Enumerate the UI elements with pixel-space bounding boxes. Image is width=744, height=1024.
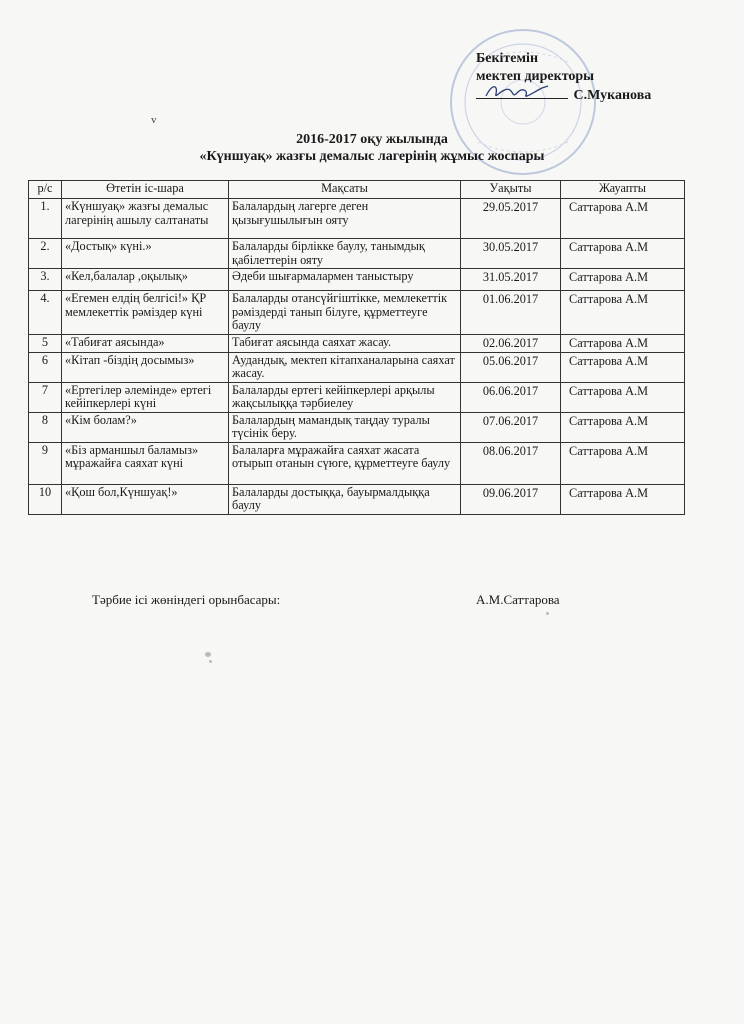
row-num: 1. bbox=[29, 199, 62, 239]
row-goal: Балаларды достыққа, бауырмалдыққа баулу bbox=[229, 484, 461, 514]
row-date: 01.06.2017 bbox=[461, 291, 561, 335]
row-date: 06.06.2017 bbox=[461, 382, 561, 412]
header-goal: Мақсаты bbox=[229, 181, 461, 199]
row-goal: Табиғат аясында саяхат жасау. bbox=[229, 335, 461, 353]
scan-speck bbox=[209, 660, 212, 663]
header-num: р/с bbox=[29, 181, 62, 199]
title-year: 2016-2017 оқу жылында bbox=[296, 132, 448, 147]
row-date: 30.05.2017 bbox=[461, 239, 561, 269]
row-num: 9 bbox=[29, 442, 62, 484]
row-num: 6 bbox=[29, 352, 62, 382]
row-responsible: Саттарова А.М bbox=[561, 199, 685, 239]
row-event: «Күншуақ» жазғы демалыс лагерінің ашылу салтанаты bbox=[62, 199, 229, 239]
row-date: 08.06.2017 bbox=[461, 442, 561, 484]
row-responsible: Саттарова А.М bbox=[561, 484, 685, 514]
table-row bbox=[29, 484, 685, 514]
approval-position: мектеп директоры bbox=[476, 69, 595, 84]
row-responsible: Саттарова А.М bbox=[561, 335, 685, 353]
director-signature-icon bbox=[482, 80, 552, 102]
header-responsible: Жауапты bbox=[561, 181, 685, 199]
signatory-name: А.М.Саттарова bbox=[476, 592, 560, 607]
table-row bbox=[29, 352, 685, 382]
row-event: «Біз арманшыл баламыз» мұражайға саяхат күні bbox=[62, 442, 229, 484]
table-row bbox=[29, 269, 685, 291]
row-event: «Достық» күні.» bbox=[62, 239, 229, 269]
approval-title: Бекітемін bbox=[476, 51, 539, 66]
row-num: 10 bbox=[29, 484, 62, 514]
row-event: «Қош бол,Күншуақ!» bbox=[62, 484, 229, 514]
row-goal: Балаларға мұражайға саяхат жасата отырып отанын сүюге, құрметтеуге баулу bbox=[229, 442, 461, 484]
row-num: 2. bbox=[29, 239, 62, 269]
director-name: С.Муканова bbox=[573, 88, 652, 103]
row-goal: Балалардың лагерге деген қызығушылығын ояту bbox=[229, 199, 461, 239]
table-header-row bbox=[29, 181, 685, 199]
row-goal: Балалардың мамандық таңдау туралы түсінік беру. bbox=[229, 412, 461, 442]
row-date: 09.06.2017 bbox=[461, 484, 561, 514]
header-event: Өтетін іс-шара bbox=[62, 181, 229, 199]
row-event: «Кітап -біздің досымыз» bbox=[62, 352, 229, 382]
row-date: 05.06.2017 bbox=[461, 352, 561, 382]
row-num: 8 bbox=[29, 412, 62, 442]
table-row bbox=[29, 239, 685, 269]
row-num: 3. bbox=[29, 269, 62, 291]
approval-signature-row bbox=[476, 86, 651, 105]
row-event: «Ертегілер әлемінде» ертегі кейіпкерлері күні bbox=[62, 382, 229, 412]
row-event: «Егемен елдің белгісі!» ҚР мемлекеттік рәміздер күні bbox=[62, 291, 229, 335]
row-responsible: Саттарова А.М bbox=[561, 239, 685, 269]
row-responsible: Саттарова А.М bbox=[561, 291, 685, 335]
row-event: «Табиғат аясында» bbox=[62, 335, 229, 353]
row-num: 5 bbox=[29, 335, 62, 353]
table-row bbox=[29, 412, 685, 442]
row-event: «Кім болам?» bbox=[62, 412, 229, 442]
stray-mark: v bbox=[151, 114, 157, 126]
row-goal: Балаларды отансүйгіштікке, мемлекеттік рәміздерді танып білуге, құрметтеуге баулу bbox=[229, 291, 461, 335]
row-responsible: Саттарова А.М bbox=[561, 412, 685, 442]
page-title bbox=[0, 131, 744, 165]
row-goal: Балаларды бірлікке баулу, танымдық қабілеттерін ояту bbox=[229, 239, 461, 269]
table-row bbox=[29, 442, 685, 484]
row-responsible: Саттарова А.М bbox=[561, 382, 685, 412]
table-row bbox=[29, 199, 685, 239]
scan-speck bbox=[205, 652, 211, 657]
row-goal: Әдеби шығармалармен таныстыру bbox=[229, 269, 461, 291]
signatory-position: Тәрбие ісі жөніндегі орынбасары: bbox=[92, 592, 281, 607]
table-row bbox=[29, 335, 685, 353]
header-date: Уақыты bbox=[461, 181, 561, 199]
row-date: 31.05.2017 bbox=[461, 269, 561, 291]
title-main: «Күншуақ» жазғы демалыс лагерінің жұмыс жоспары bbox=[199, 149, 545, 164]
approval-block bbox=[476, 50, 651, 105]
table-body bbox=[29, 199, 685, 515]
row-num: 7 bbox=[29, 382, 62, 412]
row-goal: Балаларды ертегі кейіпкерлері арқылы жақсылыққа тәрбиелеу bbox=[229, 382, 461, 412]
table-row bbox=[29, 382, 685, 412]
row-goal: Аудандық, мектеп кітапханаларына саяхат жасау. bbox=[229, 352, 461, 382]
table-row bbox=[29, 291, 685, 335]
row-event: «Кел,балалар ,оқылық» bbox=[62, 269, 229, 291]
scan-speck bbox=[546, 612, 549, 615]
row-responsible: Саттарова А.М bbox=[561, 352, 685, 382]
row-responsible: Саттарова А.М bbox=[561, 269, 685, 291]
row-num: 4. bbox=[29, 291, 62, 335]
row-date: 07.06.2017 bbox=[461, 412, 561, 442]
row-date: 29.05.2017 bbox=[461, 199, 561, 239]
plan-table bbox=[28, 180, 685, 515]
row-responsible: Саттарова А.М bbox=[561, 442, 685, 484]
row-date: 02.06.2017 bbox=[461, 335, 561, 353]
